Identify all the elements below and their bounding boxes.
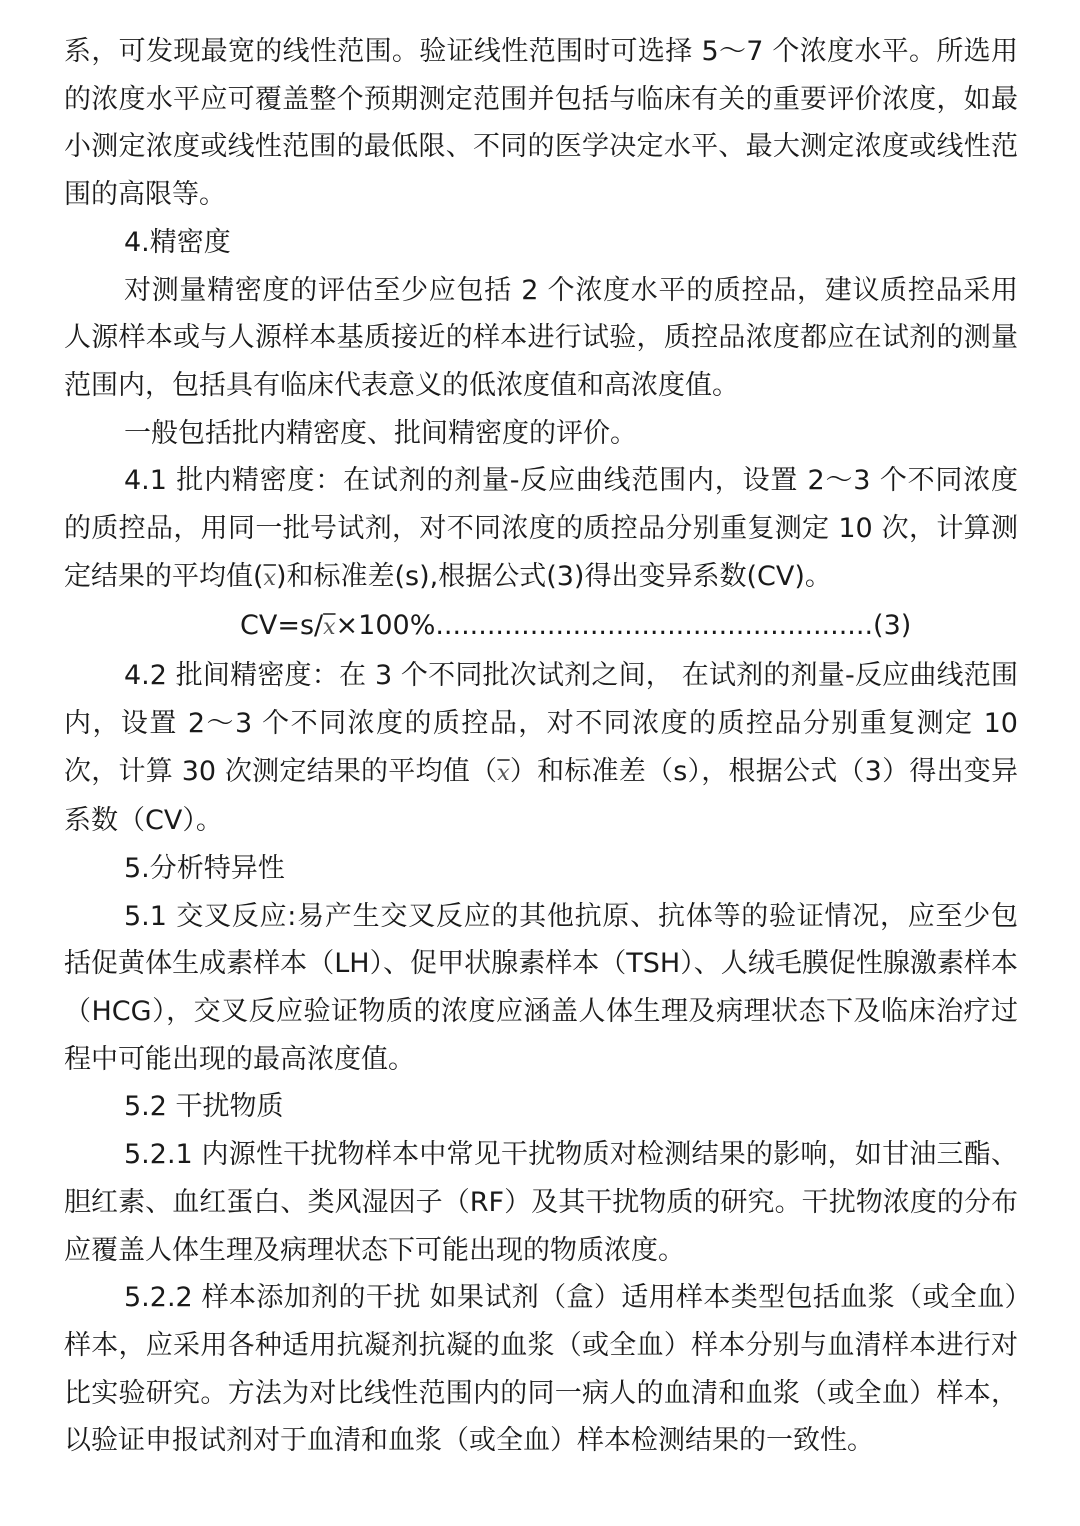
within-run-text-post: )和标准差(s),根据公式(3)得出变异系数(CV)。 [275,560,832,592]
paragraph-cross-reaction: 5.1 交叉反应:易产生交叉反应的其他抗原、抗体等的验证情况，应至少包括促黄体生成素样本（LH）、促甲状腺素样本（TSH）、人绒毛膜促性腺激素样本（HCG），交叉反应验证物质的浓度应涵盖人体生理及病理状态下及临床治疗过程中可能出现的最高浓度值。 [64,900,1018,1075]
paragraph-precision-types: 一般包括批内精密度、批间精密度的评价。 [124,417,637,449]
paragraph-linearity-continued: 系，可发现最宽的线性范围。验证线性范围时可选择 5～7 个浓度水平。所选用的浓度水平应可覆盖整个预期测定范围并包括与临床有关的重要评价浓度，如最小测定浓度或线性范围的最低限、不同的医学决定水平、最大测定浓度或线性范围的高限等。 [64,36,1018,211]
paragraph-within-run-precision [64,457,1018,602]
mean-symbol: $\overline{x}$ [263,565,276,591]
heading-precision: 4.精密度 [124,226,231,258]
heading-interference: 5.2 干扰物质 [124,1091,284,1123]
paragraph-additive-interference: 5.2.2 样本添加剂的干扰 如果试剂（盒）适用样本类型包括血浆（或全血）样本，应采用各种适用抗凝剂抗凝的血浆（或全血）样本分别与血清样本进行对比实验研究。方法为对比线性范围内的同一病人的血清和血浆（或全血）样本，以验证申报试剂对于血清和血浆（或全血）样本检测结果的一致性。 [64,1282,1018,1457]
within-run-text-pre: 4.1 批内精密度：在试剂的剂量-反应曲线范围内，设置 2～3 个不同浓度的质控品，用同一批号试剂，对不同浓度的质控品分别重复测定 10 次，计算测定结果的平均值( [64,465,1018,592]
formula-cv [64,602,1018,652]
paragraph-endogenous-interference: 5.2.1 内源性干扰物样本中常见干扰物质对检测结果的影响，如甘油三酯、胆红素、血红蛋白、类风湿因子（RF）及其干扰物质的研究。干扰物浓度的分布应覆盖人体生理及病理状态下可能出现的物质浓度。 [64,1139,1018,1266]
between-run-text-post: ）和标准差（s），根据公式（3）得出变异系数（CV）。 [64,755,1018,837]
between-run-mean-symbol: $\overline{x}$ [497,760,510,786]
formula-text-post: ×100%...................................................(3) [335,610,912,642]
formula-text-pre: CV=s/ [240,610,324,642]
paragraph-precision-overview: 对测量精密度的评估至少应包括 2 个浓度水平的质控品，建议质控品采用人源样本或与人源样本基质接近的样本进行试验，质控品浓度都应在试剂的测量范围内，包括具有临床代表意义的低浓度值和高浓度值。 [64,274,1018,401]
heading-specificity: 5.分析特异性 [124,852,285,884]
between-run-text-pre: 4.2 批间精密度：在 3 个不同批次试剂之间， 在试剂的剂量-反应曲线范围内，设置 2～3 个不同浓度的质控品，对不同浓度的质控品分别重复测定 10 次，计算 30 次测定结果的平均值（ [64,660,1018,787]
paragraph-between-run-precision [64,652,1018,845]
formula-mean-symbol: $\overline{x}$ [323,615,336,641]
